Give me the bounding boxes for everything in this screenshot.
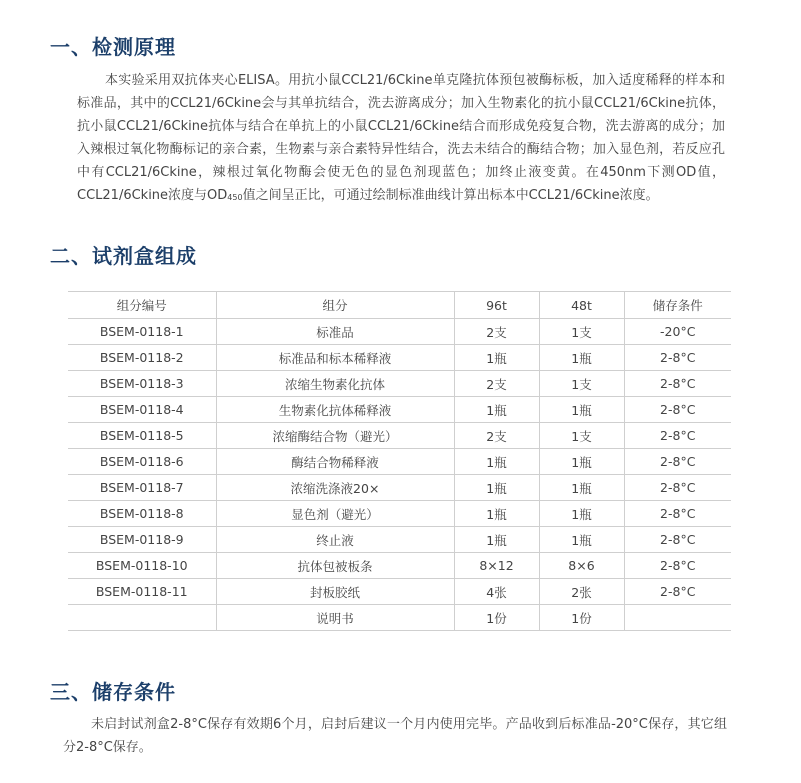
component-id-cell: BSEM-0118-11 — [68, 579, 216, 605]
qty-96t-cell: 4张 — [454, 579, 539, 605]
od-subscript: 450 — [227, 193, 243, 202]
principle-text-end: 值之间呈正比，可通过绘制标准曲线计算出标本中CCL21/6Ckine浓度。 — [242, 188, 659, 203]
component-id-cell: BSEM-0118-2 — [68, 345, 216, 371]
qty-96t-cell: 1瓶 — [454, 397, 539, 423]
storage-condition-cell: 2-8°C — [624, 397, 731, 423]
qty-96t-cell: 2支 — [454, 371, 539, 397]
storage-paragraph: 未启封试剂盒2-8°C保存有效期6个月，启封后建议一个月内使用完毕。产品收到后标准品-20°C保存，其它组分2-8°C保存。 — [63, 717, 727, 755]
principle-text: 本实验采用双抗体夹心ELISA。用抗小鼠CCL21/6Ckine单克隆抗体预包被酶标板，加入适度稀释的样本和标准品，其中的CCL21/6Ckine会与其单抗结合，洗去游离成分；加入生物素化的抗小鼠CCL21/6Ckine抗体，抗小鼠CCL21/6Ckine抗体与结合在单抗上的小鼠CCL21/6Ckine结合而形成免疫复合物，洗去游离的成分；加入辣根过氧化物酶标记的亲合素，生物素与亲合素特异性结合，洗去未结合的酶结合物；加入显色剂，若反应孔中有CCL21/6Ckine，辣根过氧化物酶会使无色的显色剂现蓝色；加终止液变黄。在450nm下测OD值，CCL21/6Ckine浓度与OD — [77, 73, 725, 203]
section-title-storage: 三、储存条件 — [50, 680, 176, 704]
component-id-cell: BSEM-0118-5 — [68, 423, 216, 449]
component-name-cell: 说明书 — [216, 605, 454, 631]
table-row — [68, 527, 731, 553]
qty-96t-cell: 1瓶 — [454, 501, 539, 527]
table-row — [68, 371, 731, 397]
qty-48t-cell: 1瓶 — [539, 527, 624, 553]
component-name-cell: 生物素化抗体稀释液 — [216, 397, 454, 423]
storage-condition-cell: 2-8°C — [624, 423, 731, 449]
storage-condition-cell: -20°C — [624, 319, 731, 345]
component-name-cell: 标准品和标本稀释液 — [216, 345, 454, 371]
qty-48t-cell: 1份 — [539, 605, 624, 631]
column-header: 48t — [539, 292, 624, 319]
column-header: 储存条件 — [624, 292, 731, 319]
storage-condition-cell: 2-8°C — [624, 527, 731, 553]
column-header: 组分编号 — [68, 292, 216, 319]
qty-96t-cell: 8×12 — [454, 553, 539, 579]
table-row — [68, 475, 731, 501]
component-name-cell: 浓缩洗涤液20× — [216, 475, 454, 501]
component-id-cell: BSEM-0118-1 — [68, 319, 216, 345]
component-name-cell: 浓缩生物素化抗体 — [216, 371, 454, 397]
kit-components-table — [68, 291, 731, 631]
table-row — [68, 501, 731, 527]
component-id-cell — [68, 605, 216, 631]
component-id-cell: BSEM-0118-7 — [68, 475, 216, 501]
component-name-cell: 标准品 — [216, 319, 454, 345]
component-id-cell: BSEM-0118-10 — [68, 553, 216, 579]
storage-condition-cell — [624, 605, 731, 631]
section-title-kit: 二、试剂盒组成 — [50, 244, 197, 268]
qty-48t-cell: 1支 — [539, 319, 624, 345]
table-row — [68, 319, 731, 345]
storage-condition-cell: 2-8°C — [624, 553, 731, 579]
qty-96t-cell: 2支 — [454, 319, 539, 345]
qty-48t-cell: 1瓶 — [539, 345, 624, 371]
component-name-cell: 终止液 — [216, 527, 454, 553]
component-name-cell: 显色剂（避光） — [216, 501, 454, 527]
qty-48t-cell: 1瓶 — [539, 501, 624, 527]
section-title-principle: 一、检测原理 — [50, 35, 176, 59]
column-header: 96t — [454, 292, 539, 319]
storage-condition-cell: 2-8°C — [624, 449, 731, 475]
table-row — [68, 553, 731, 579]
component-id-cell: BSEM-0118-3 — [68, 371, 216, 397]
component-name-cell: 浓缩酶结合物（避光） — [216, 423, 454, 449]
component-id-cell: BSEM-0118-9 — [68, 527, 216, 553]
table-row — [68, 449, 731, 475]
qty-48t-cell: 1支 — [539, 371, 624, 397]
qty-96t-cell: 1份 — [454, 605, 539, 631]
qty-96t-cell: 1瓶 — [454, 449, 539, 475]
qty-48t-cell: 2张 — [539, 579, 624, 605]
qty-48t-cell: 1支 — [539, 423, 624, 449]
component-name-cell: 抗体包被板条 — [216, 553, 454, 579]
qty-48t-cell: 1瓶 — [539, 397, 624, 423]
table-row — [68, 605, 731, 631]
table-row — [68, 345, 731, 371]
qty-96t-cell: 1瓶 — [454, 527, 539, 553]
table-body — [68, 319, 731, 631]
column-header: 组分 — [216, 292, 454, 319]
component-name-cell: 酶结合物稀释液 — [216, 449, 454, 475]
storage-condition-cell: 2-8°C — [624, 501, 731, 527]
storage-condition-cell: 2-8°C — [624, 579, 731, 605]
qty-48t-cell: 1瓶 — [539, 475, 624, 501]
table-row — [68, 397, 731, 423]
storage-condition-cell: 2-8°C — [624, 345, 731, 371]
storage-condition-cell: 2-8°C — [624, 475, 731, 501]
qty-96t-cell: 1瓶 — [454, 475, 539, 501]
qty-48t-cell: 8×6 — [539, 553, 624, 579]
qty-96t-cell: 1瓶 — [454, 345, 539, 371]
component-id-cell: BSEM-0118-6 — [68, 449, 216, 475]
qty-96t-cell: 2支 — [454, 423, 539, 449]
table-row — [68, 579, 731, 605]
qty-48t-cell: 1瓶 — [539, 449, 624, 475]
table-header-row — [68, 292, 731, 319]
component-name-cell: 封板胶纸 — [216, 579, 454, 605]
component-id-cell: BSEM-0118-8 — [68, 501, 216, 527]
table-row — [68, 423, 731, 449]
principle-paragraph — [77, 69, 725, 208]
component-id-cell: BSEM-0118-4 — [68, 397, 216, 423]
storage-condition-cell: 2-8°C — [624, 371, 731, 397]
